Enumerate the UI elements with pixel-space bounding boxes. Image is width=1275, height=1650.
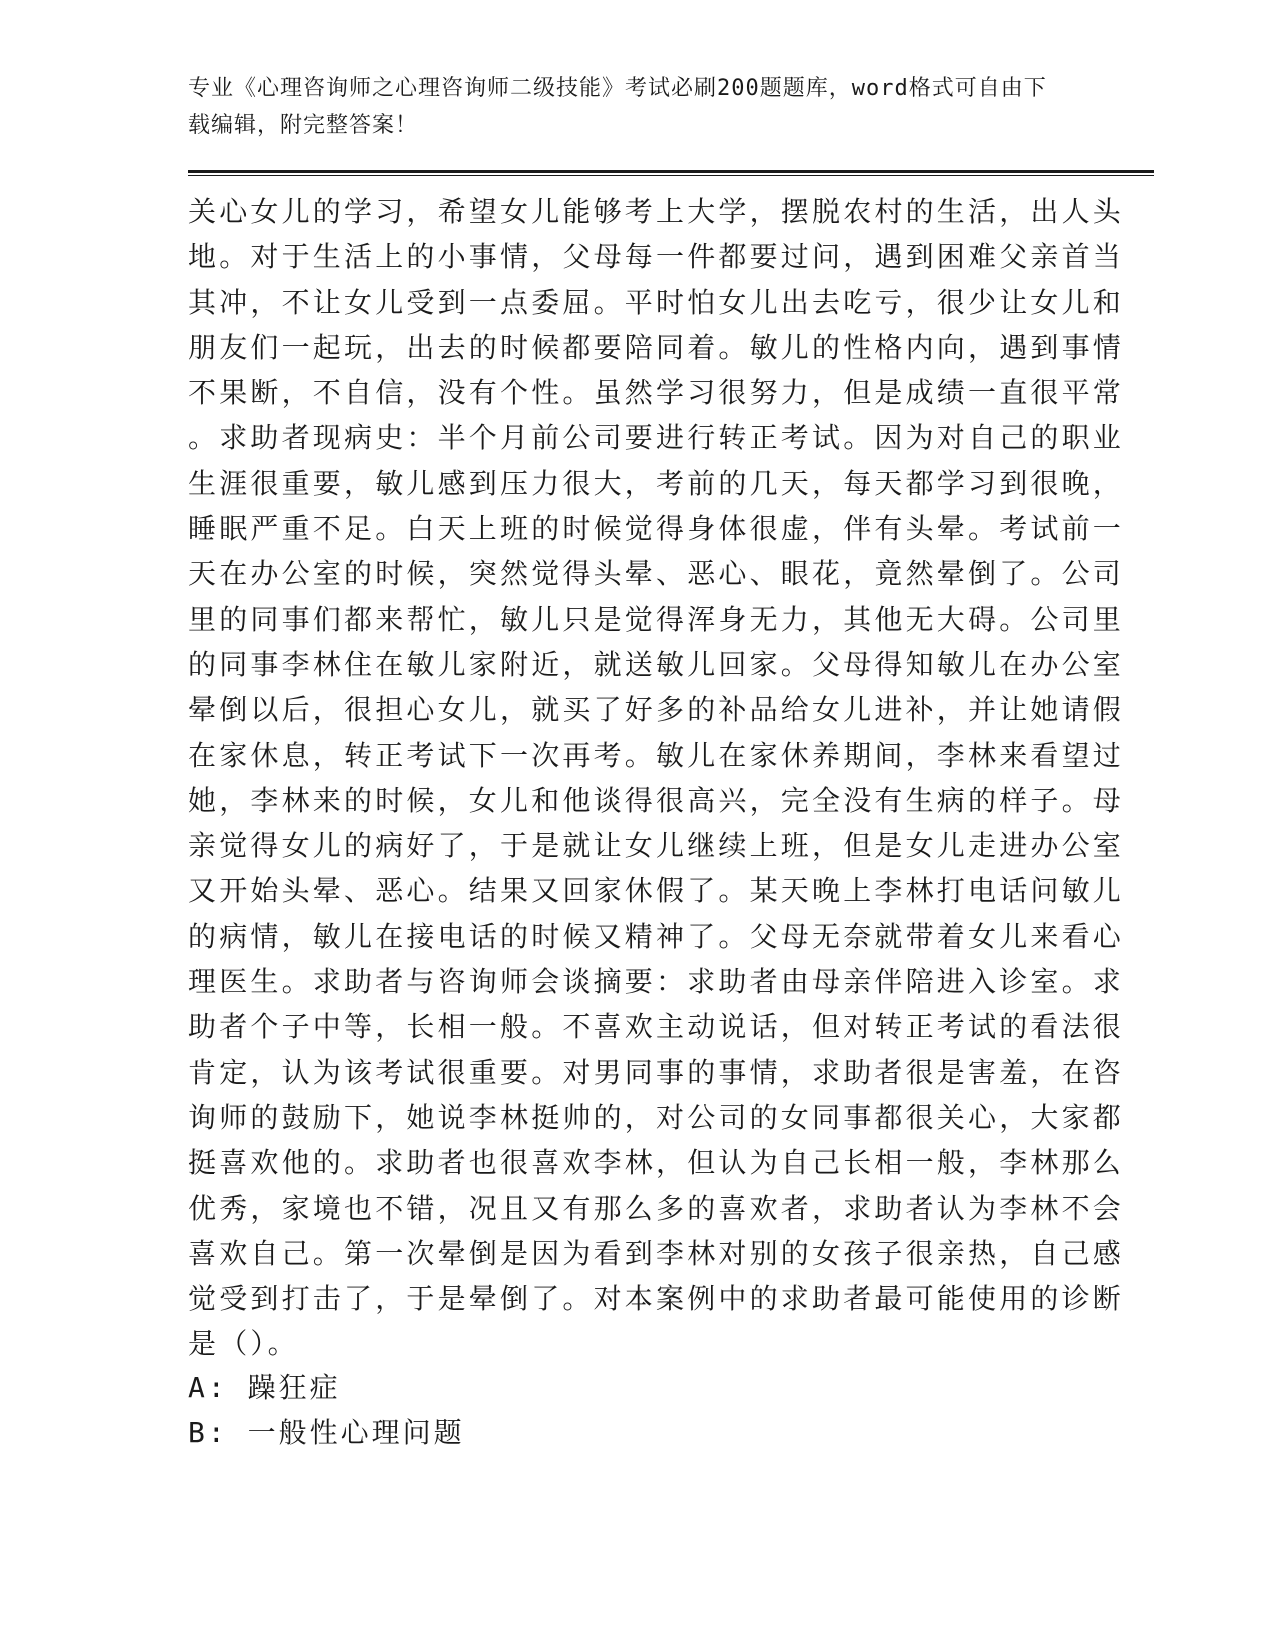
option-b xyxy=(188,1410,1068,1455)
question-line: 的同事李林住在敏儿家附近，就送敏儿回家。父母得知敏儿在办公室 xyxy=(188,647,1125,681)
question-line: 优秀，家境也不错，况且又有那么多的喜欢者，求助者认为李林不会 xyxy=(188,1191,1125,1225)
question-line: 理医生。求助者与咨询师会谈摘要：求助者由母亲伴陪进入诊室。求 xyxy=(188,965,1125,999)
question-line: 询师的鼓励下，她说李林挺帅的，对公司的女同事都很关心，大家都 xyxy=(188,1100,1125,1134)
question-line: 是（）。 xyxy=(188,1327,299,1361)
header-divider xyxy=(188,170,1154,176)
question-line: 里的同事们都来帮忙，敏儿只是觉得浑身无力，其他无大碍。公司里 xyxy=(188,602,1125,636)
question-line: 朋友们一起玩，出去的时候都要陪同着。敏儿的性格内向，遇到事情 xyxy=(188,330,1125,364)
question-line: 。求助者现病史：半个月前公司要进行转正考试。因为对自己的职业 xyxy=(188,421,1125,455)
question-line: 在家休息，转正考试下一次再考。敏儿在家休养期间，李林来看望过 xyxy=(188,738,1125,772)
question-stem xyxy=(188,189,1125,1367)
option-a-text: 躁狂症 xyxy=(247,1371,341,1404)
question-line: 她，李林来的时候，女儿和他谈得很高兴，完全没有生病的样子。母 xyxy=(188,783,1125,817)
question-line: 关心女儿的学习，希望女儿能够考上大学，摆脱农村的生活，出人头 xyxy=(188,195,1125,228)
question-line: 助者个子中等，长相一般。不喜欢主动说话，但对转正考试的看法很 xyxy=(188,1010,1125,1044)
answer-options xyxy=(188,1365,1068,1455)
question-line: 喜欢自己。第一次晕倒是因为看到李林对别的女孩子很亲热，自己感 xyxy=(188,1236,1125,1270)
option-b-text: 一般性心理问题 xyxy=(247,1416,465,1449)
question-line: 的病情，敏儿在接电话的时候又精神了。父母无奈就带着女儿来看心 xyxy=(188,919,1125,953)
question-line: 又开始头晕、恶心。结果又回家休假了。某天晚上李林打电话问敏儿 xyxy=(188,874,1125,908)
question-line: 天在办公室的时候，突然觉得头晕、恶心、眼花，竟然晕倒了。公司 xyxy=(188,557,1125,591)
question-line: 挺喜欢他的。求助者也很喜欢李林，但认为自己长相一般，李林那么 xyxy=(188,1146,1125,1180)
question-line: 地。对于生活上的小事情，父母每一件都要过问，遇到困难父亲首当 xyxy=(188,240,1125,274)
question-line: 其冲，不让女儿受到一点委屈。平时怕女儿出去吃亏，很少让女儿和 xyxy=(188,285,1125,319)
option-b-label: B: xyxy=(188,1416,228,1449)
question-line: 不果断，不自信，没有个性。虽然学习很努力，但是成绩一直很平常 xyxy=(188,376,1125,410)
question-line: 亲觉得女儿的病好了，于是就让女儿继续上班，但是女儿走进办公室 xyxy=(188,829,1125,863)
option-a xyxy=(188,1365,1068,1410)
option-a-label: A: xyxy=(188,1371,228,1404)
question-line: 晕倒以后，很担心女儿，就买了好多的补品给女儿进补，并让她请假 xyxy=(188,693,1125,727)
document-header: 专业《心理咨询师之心理咨询师二级技能》考试必刷200题题库，word格式可自由下载编辑，附完整答案！ xyxy=(188,76,1047,138)
question-line: 觉受到打击了，于是晕倒了。对本案例中的求助者最可能使用的诊断 xyxy=(188,1282,1125,1316)
question-line: 睡眠严重不足。白天上班的时候觉得身体很虚，伴有头晕。考试前一 xyxy=(188,512,1125,546)
question-line: 肯定，认为该考试很重要。对男同事的事情，求助者很是害羞，在咨 xyxy=(188,1055,1125,1089)
question-line: 生涯很重要，敏儿感到压力很大，考前的几天，每天都学习到很晚， xyxy=(188,466,1125,500)
